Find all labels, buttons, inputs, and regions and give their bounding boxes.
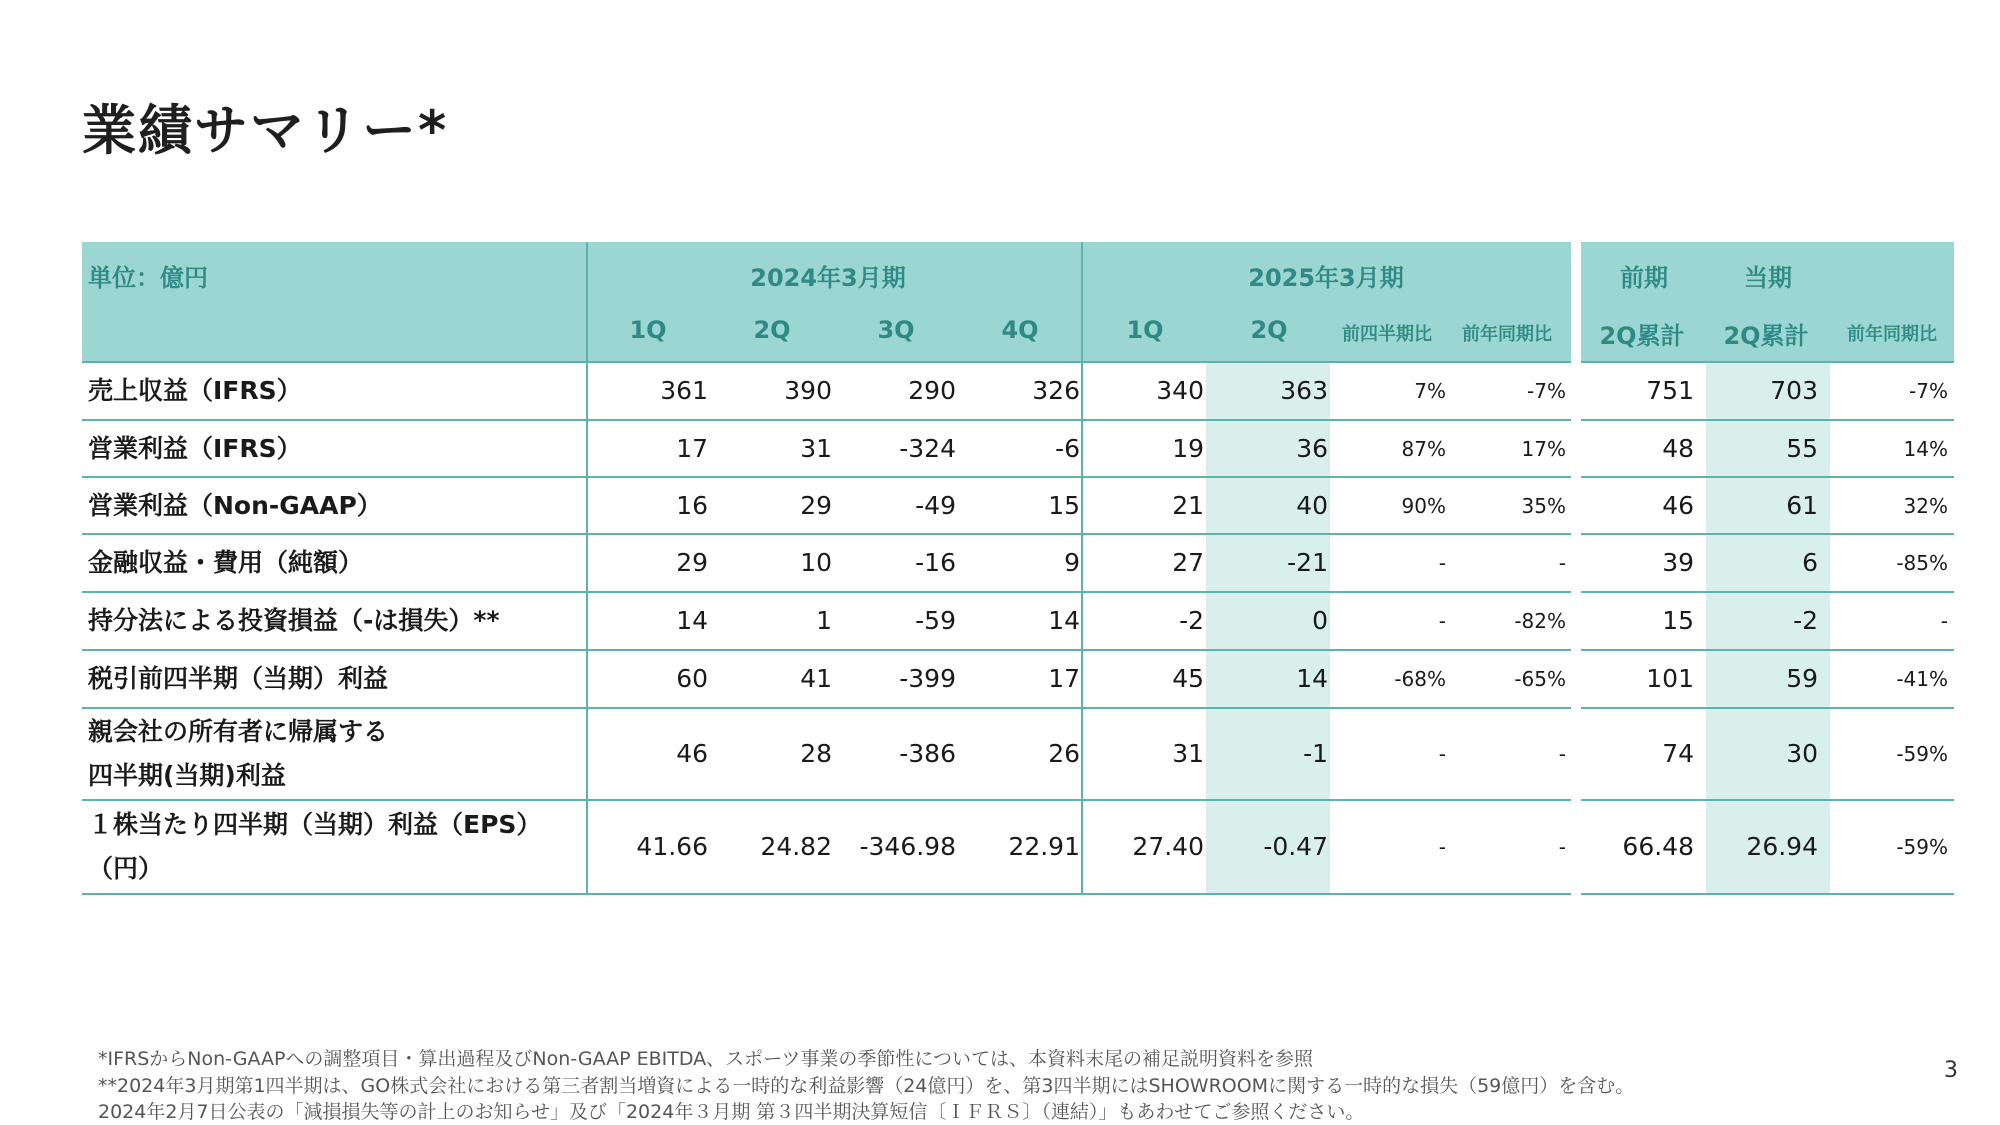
column-header-8: 2Q累計 bbox=[1599, 322, 1685, 350]
table-cell: 9 bbox=[1064, 548, 1080, 577]
table-cell: -6 bbox=[1055, 433, 1080, 463]
row-label bbox=[88, 803, 541, 891]
table-cell: - bbox=[1558, 551, 1566, 575]
row-label-line: 営業利益（IFRS） bbox=[88, 433, 302, 463]
table-cell: - bbox=[1438, 609, 1446, 633]
table-cell: 87% bbox=[1401, 436, 1446, 461]
table-cell: 15 bbox=[1048, 490, 1080, 520]
table-row bbox=[82, 650, 1954, 708]
table-cell: 31 bbox=[1172, 739, 1204, 768]
table-cell: -324 bbox=[899, 433, 956, 463]
table-cell: -7% bbox=[1909, 379, 1948, 403]
table-cell: -85% bbox=[1896, 551, 1948, 575]
unit-label: 単位：億円 bbox=[88, 264, 208, 292]
table-cell: 6 bbox=[1802, 548, 1818, 577]
table-cell: -0.47 bbox=[1263, 832, 1328, 861]
table-cell: 32% bbox=[1903, 493, 1948, 518]
column-header-3: 4Q bbox=[1001, 316, 1039, 344]
table-cell: 30 bbox=[1786, 739, 1818, 768]
table-cell: 27 bbox=[1172, 548, 1204, 577]
row-label-line: 持分法による投資損益（-は損失）** bbox=[88, 606, 500, 635]
table-cell: - bbox=[1438, 551, 1446, 575]
table-cell: -1 bbox=[1303, 739, 1328, 768]
table-cell: 60 bbox=[676, 664, 708, 693]
table-cell: -49 bbox=[915, 490, 956, 520]
row-label bbox=[88, 657, 388, 701]
table-cell: -65% bbox=[1514, 667, 1566, 691]
table-cell: 59 bbox=[1786, 664, 1818, 693]
row-label bbox=[88, 484, 382, 528]
table-row bbox=[82, 477, 1954, 534]
row-divider bbox=[82, 361, 1954, 363]
footnote: **2024年3月期第1四半期は、GO株式会社における第三者割当増資による一時的な利益影響（24億円）を、第3四半期にはSHOWROOMに関する一時的な損失（59億円）を含む。 bbox=[98, 1075, 1635, 1097]
row-divider bbox=[82, 591, 1954, 593]
table-cell: 31 bbox=[800, 433, 832, 463]
table-cell: 45 bbox=[1172, 664, 1204, 693]
table-cell: -2 bbox=[1179, 606, 1204, 635]
table-cell: -59% bbox=[1896, 835, 1948, 859]
table-cell: 36 bbox=[1296, 433, 1328, 463]
table-cell: 61 bbox=[1786, 490, 1818, 520]
table-cell: -41% bbox=[1896, 667, 1948, 691]
table-cell: 24.82 bbox=[760, 832, 832, 861]
table-cell: 703 bbox=[1770, 376, 1818, 405]
row-divider bbox=[82, 533, 1954, 535]
table-cell: 46 bbox=[676, 739, 708, 768]
column-header-4: 1Q bbox=[1126, 316, 1164, 344]
table-row bbox=[82, 420, 1954, 477]
table-cell: 15 bbox=[1662, 606, 1694, 635]
table-cell: 29 bbox=[676, 548, 708, 577]
footnote: 2024年2月7日公表の「減損損失等の計上のお知らせ」及び「2024年３月期 第３四半期決算短信〔ＩＦＲＳ〕（連結）」もあわせてご参照ください。 bbox=[98, 1101, 1365, 1123]
table-cell: 390 bbox=[784, 376, 832, 405]
row-label-line: 税引前四半期（当期）利益 bbox=[88, 664, 389, 693]
row-label bbox=[88, 541, 363, 585]
page-title: 業績サマリー* bbox=[82, 99, 449, 162]
group-header-fy2025: 2025年3月期 bbox=[1248, 264, 1404, 292]
table-cell: - bbox=[1438, 742, 1446, 766]
row-divider bbox=[82, 893, 1954, 895]
table-cell: 14 bbox=[1048, 606, 1080, 635]
table-cell: 340 bbox=[1156, 376, 1204, 405]
table-row bbox=[82, 534, 1954, 592]
table-cell: - bbox=[1438, 835, 1446, 859]
table-cell: 17 bbox=[1048, 664, 1080, 693]
column-header-10: 前年同期比 bbox=[1847, 324, 1937, 345]
row-label-line: 親会社の所有者に帰属する bbox=[88, 717, 389, 746]
footnote: *IFRSからNon-GAAPへの調整項目・算出過程及びNon-GAAP EBITDA、スポーツ事業の季節性については、本資料末尾の補足説明資料を参照 bbox=[98, 1048, 1314, 1070]
table-cell: 101 bbox=[1646, 664, 1694, 693]
table-cell: -16 bbox=[915, 548, 956, 577]
table-cell: 41.66 bbox=[636, 832, 708, 861]
table-cell: 35% bbox=[1521, 493, 1566, 518]
table-cell: 361 bbox=[660, 376, 708, 405]
column-header-1: 2Q bbox=[753, 316, 791, 344]
col-divider bbox=[586, 242, 588, 894]
table-cell: 29 bbox=[800, 490, 832, 520]
table-cell: 14 bbox=[1296, 664, 1328, 693]
results-summary-table bbox=[82, 242, 1954, 894]
table-cell: 55 bbox=[1786, 433, 1818, 463]
row-label-line: 営業利益（Non-GAAP） bbox=[88, 490, 382, 520]
row-label bbox=[88, 427, 302, 471]
table-row bbox=[82, 592, 1954, 650]
row-label-line: 売上収益（IFRS） bbox=[88, 376, 302, 405]
header-previous-period: 前期 bbox=[1620, 264, 1668, 292]
table-cell: 290 bbox=[908, 376, 956, 405]
row-divider bbox=[82, 649, 1954, 651]
table-cell: -21 bbox=[1287, 548, 1328, 577]
table-cell: -386 bbox=[899, 739, 956, 768]
table-cell: -59 bbox=[915, 606, 956, 635]
table-cell: 28 bbox=[800, 739, 832, 768]
table-cell: 21 bbox=[1172, 490, 1204, 520]
row-label bbox=[88, 369, 302, 413]
table-row bbox=[82, 800, 1954, 894]
row-divider bbox=[82, 476, 1954, 478]
column-header-5: 2Q bbox=[1250, 316, 1288, 344]
table-cell: -7% bbox=[1527, 379, 1566, 403]
group-header-fy2024: 2024年3月期 bbox=[750, 264, 906, 292]
header-current-period: 当期 bbox=[1744, 264, 1792, 292]
table-cell: 39 bbox=[1662, 548, 1694, 577]
row-label-line: １株当たり四半期（当期）利益（EPS） bbox=[88, 810, 542, 839]
table-cell: -346.98 bbox=[859, 832, 956, 861]
table-cell: - bbox=[1558, 835, 1566, 859]
row-label-line: （円） bbox=[88, 854, 164, 883]
table-cell: 22.91 bbox=[1008, 832, 1080, 861]
table-cell: -68% bbox=[1394, 667, 1446, 691]
table-cell: 26.94 bbox=[1746, 832, 1818, 861]
row-divider bbox=[82, 419, 1954, 421]
block-gap bbox=[1571, 242, 1581, 895]
column-header-6: 前四半期比 bbox=[1342, 324, 1432, 345]
table-row bbox=[82, 362, 1954, 420]
table-cell: -2 bbox=[1793, 606, 1818, 635]
column-header-7: 前年同期比 bbox=[1462, 324, 1552, 345]
row-label bbox=[88, 599, 500, 643]
row-divider bbox=[82, 799, 1954, 801]
table-cell: 16 bbox=[676, 490, 708, 520]
column-header-9: 2Q累計 bbox=[1723, 322, 1809, 350]
table-cell: 74 bbox=[1662, 739, 1694, 768]
table-cell: -59% bbox=[1896, 742, 1948, 766]
table-cell: 17 bbox=[676, 433, 708, 463]
table-cell: - bbox=[1558, 742, 1566, 766]
table-cell: 40 bbox=[1296, 490, 1328, 520]
table-cell: 27.40 bbox=[1132, 832, 1204, 861]
col-divider bbox=[1081, 242, 1083, 894]
table-cell: 90% bbox=[1401, 493, 1446, 518]
table-cell: -399 bbox=[899, 664, 956, 693]
table-cell: 14% bbox=[1903, 436, 1948, 461]
row-label-line: 四半期(当期)利益 bbox=[88, 761, 286, 790]
table-cell: -82% bbox=[1514, 609, 1566, 633]
page-number: 3 bbox=[1944, 1058, 1958, 1083]
table-cell: - bbox=[1940, 609, 1948, 633]
table-cell: 17% bbox=[1521, 436, 1566, 461]
table-cell: 66.48 bbox=[1622, 832, 1694, 861]
table-cell: 363 bbox=[1280, 376, 1328, 405]
table-cell: 10 bbox=[800, 548, 832, 577]
table-cell: 7% bbox=[1414, 379, 1446, 403]
row-label bbox=[88, 710, 388, 798]
table-cell: 326 bbox=[1032, 376, 1080, 405]
table-cell: 14 bbox=[676, 606, 708, 635]
table-cell: 0 bbox=[1312, 606, 1328, 635]
table-cell: 751 bbox=[1646, 376, 1694, 405]
column-header-0: 1Q bbox=[629, 316, 667, 344]
table-cell: 19 bbox=[1172, 433, 1204, 463]
table-cell: 1 bbox=[816, 606, 832, 635]
row-divider bbox=[82, 707, 1954, 709]
column-header-2: 3Q bbox=[877, 316, 915, 344]
table-cell: 46 bbox=[1662, 490, 1694, 520]
table-cell: 26 bbox=[1048, 739, 1080, 768]
row-label-line: 金融収益・費用（純額） bbox=[88, 548, 364, 577]
table-cell: 41 bbox=[800, 664, 832, 693]
table-cell: 48 bbox=[1662, 433, 1694, 463]
table-row bbox=[82, 708, 1954, 800]
